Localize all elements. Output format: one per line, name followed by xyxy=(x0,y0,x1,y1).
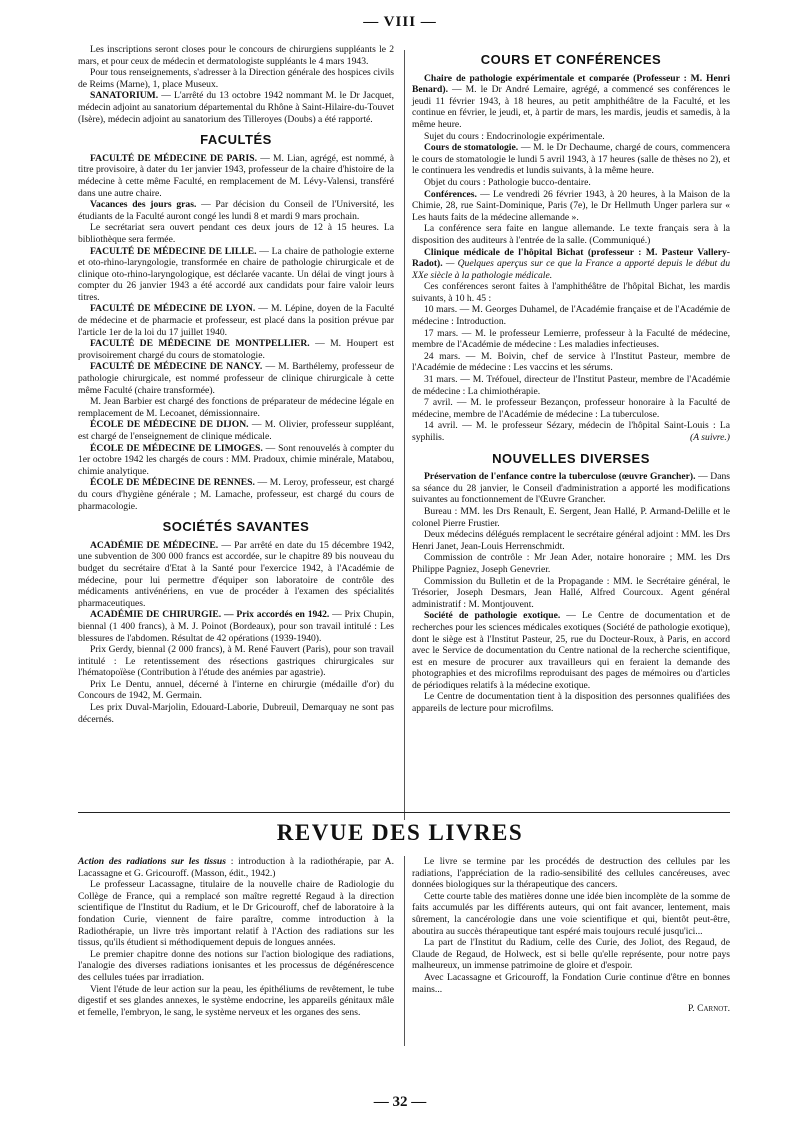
review-signature: P. Carnot. xyxy=(688,1003,730,1015)
lecture-item: 24 mars. — M. Boivin, chef de service à l'Institut Pasteur, membre de l'Académie de médecine : Les vaccins et les sérums. xyxy=(412,350,730,374)
section-title-societes: SOCIÉTÉS SAVANTES xyxy=(162,519,310,535)
lecture-item: 31 mars. — M. Tréfouel, directeur de l'Institut Pasteur, membre de l'Académie de médecine : La chimiothérapie. xyxy=(412,374,730,397)
section-title-nouvelles: NOUVELLES DIVERSES xyxy=(492,450,650,466)
paragraph: Les inscriptions seront closes pour le concours de chirurgiens suppléants le 2 mars, et pour ceux de médecin et dermatologiste suppléants le 4 mars 1943. xyxy=(78,44,394,67)
paragraph xyxy=(78,361,394,396)
item-heading: ÉCOLE DE MÉDECINE DE LIMOGES. xyxy=(90,442,263,454)
lecture-item: 10 mars. — M. Georges Duhamel, de l'Académie française et de l'Académie de médecine : Introduction. xyxy=(412,304,730,328)
lecture-item xyxy=(412,420,730,443)
paragraph: Commission du Bulletin et de la Propagande : MM. le Secrétaire général, le Trésorier, Joseph Desmars, Jean Hallé, Alfred Courcoux. Agent général administratif : M. Montjouvent. xyxy=(412,575,730,610)
paragraph: Prix Gerdy, biennal (2 000 francs), à M. René Fauvert (Paris), pour son travail intitulé : Le retentissement des résections gastriques chirurgicales sur l'hématopoïèse (Contribution à l'étude des anémies par agastrie). xyxy=(78,644,394,679)
paragraph: Ces conférences seront faites à l'amphithéâtre de l'hôpital Bichat, les mardis suivants, à 10 h. 45 : xyxy=(412,281,730,304)
book-details: : introduction à la radiothérapie, par A. Lacassagne et G. Gricouroff. (Masson, édit., 1942.) xyxy=(78,856,394,879)
paragraph xyxy=(412,73,730,131)
item-heading: Clinique médicale de l'hôpital Bichat (professeur : M. Pasteur Vallery-Radot). xyxy=(412,246,730,270)
paragraph xyxy=(78,338,394,361)
item-text: — M. Houpert est provisoirement chargé du cours de stomatologie. xyxy=(78,338,394,361)
item-heading: Cours de stomatologie. xyxy=(424,142,519,154)
page-number: — 32 — xyxy=(373,1094,427,1110)
item-heading: Conférences. xyxy=(424,188,477,200)
item-heading: FACULTÉ DE MÉDECINE DE LYON. xyxy=(90,303,256,315)
item-text: — Sont renouvelés à compter du 1er octobre 1942 les chargés de cours : MM. Pradoux, chimie minérale, Matabou, chimie analytique. xyxy=(78,442,395,477)
item-text: — M. Olivier, professeur suppléant, est chargé de l'enseignement de clinique médicale. xyxy=(78,419,394,442)
item-heading: ACADÉMIE DE MÉDECINE. xyxy=(90,539,219,551)
paragraph xyxy=(78,540,394,610)
item-heading: FACULTÉ DE MÉDECINE DE NANCY. xyxy=(90,361,263,373)
paragraph xyxy=(412,471,730,506)
paragraph: Le professeur Lacassagne, titulaire de la nouvelle chaire de Radiologie du Collège de France, qui a remplacé son maître regretté Regaud à la direction scientifique de l'Institut du Radium, et le Dr Gricouroff, chef de laboratoire à la fondation Curie, viennent de faire paraître, comme introduction à la Radiothérapie, un livre très important relatif à l'Action des radiations sur les tissus, qu'ils étudient si méthodiquement depuis de longues années. xyxy=(78,879,394,949)
paragraph: M. Jean Barbier est chargé des fonctions de préparateur de médecine légale en remplacement de M. Lecoanet, démissionnaire. xyxy=(78,396,394,419)
paragraph xyxy=(78,90,394,125)
paragraph: Commission de contrôle : Mr Jean Ader, notaire honoraire ; MM. les Drs Philippe Pagniez, Joseph Genevrier. xyxy=(412,552,730,575)
left-column xyxy=(78,44,394,725)
lecture-item: 7 avril. — M. le professeur Bezançon, professeur honoraire à la Faculté de médecine, membre de l'Académie de médecine : La tuberculose. xyxy=(412,397,730,420)
item-text: — La chaire de pathologie externe et oto-rhino-laryngologie, transformée en chaire de pathologie chirurgicale et de clinique oto-rhino-laryngologique, est déclarée vacante. Un délai de vingt jours à compter du 26 janvier 1943 a été accordé aux candidats pour faire valoir leurs titres. xyxy=(78,245,394,303)
paragraph: Deux médecins délégués remplacent le secrétaire général adjoint : MM. les Drs Henri Janet, Jean-Louis Herrenschmidt. xyxy=(412,529,730,552)
paragraph: Le Centre de documentation tient à la disposition des personnes qualifiées des appareils de lecture pour microfilms. xyxy=(412,691,730,715)
item-heading: Chaire de pathologie expérimentale et comparée (Professeur : M. Henri Benard). xyxy=(412,72,730,96)
item-heading: Société de pathologie exotique. xyxy=(424,610,561,622)
column-divider xyxy=(404,50,405,820)
paragraph xyxy=(78,303,394,338)
paragraph: Pour tous renseignements, s'adresser à la Direction générale des hospices civils de Reims (Marne), 1, place Museux. xyxy=(78,67,394,90)
paragraph: Le livre se termine par les procédés de destruction des cellules par les radiations, l'appréciation de la radio-sensibilité des cellules cancéreuses, avec données biologiques sur la thérapeutique des cancers. xyxy=(412,856,730,891)
item-text: — Quelques aperçus sur ce que la France a apporté depuis le début du XXe siècle à la pathologie médicale. xyxy=(412,258,730,281)
paragraph xyxy=(78,419,394,442)
item-text: — M. Lépine, doyen de la Faculté de médecine et de pharmacie et professeur, est placé dans la position prévue par l'article 1er de la loi du 17 juillet 1940. xyxy=(78,303,394,338)
paragraph: La part de l'Institut du Radium, celle des Curie, des Joliot, des Regaud, de Claude de Regaud, de Holweck, est si belle qu'elle représente, pour notre pays malheureux, un immense patrimoine de gloire et d'espoir. xyxy=(412,937,730,972)
right-column xyxy=(412,44,730,715)
item-text: — Prix Chupin, biennal (1 400 francs), à M. J. Poinot (Bordeaux), pour son travail intitulé : Les blessures de l'abdomen. Résultat de 42 opérations (1939-1940). xyxy=(78,609,395,644)
item-heading: ÉCOLE DE MÉDECINE DE RENNES. xyxy=(90,477,255,489)
paragraph xyxy=(78,443,394,478)
item-heading: FACULTÉ DE MÉDECINE DE MONTPELLIER. xyxy=(90,338,310,350)
lecture-item: 17 mars. — M. le professeur Lemierre, professeur à la Faculté de médecine, membre de l'Académie de médecine : Les maladies infectieuses. xyxy=(412,327,730,351)
item-heading: ACADÉMIE DE CHIRURGIE. — Prix accordés en 1942. xyxy=(90,609,330,621)
paragraph xyxy=(78,153,394,199)
paragraph xyxy=(412,189,730,224)
book-title: Action des radiations sur les tissus xyxy=(78,856,226,867)
paragraph xyxy=(412,610,730,691)
paragraph: Objet du cours : Pathologie bucco-dentaire. xyxy=(424,176,591,188)
paragraph xyxy=(78,609,394,644)
paragraph: Cette courte table des matières donne une idée bien incomplète de la somme de faits accumulés par les différents auteurs, qui ont fait avancer, lentement, mais sûrement, la cancérologie dans une voie scientifique et qui, bientôt peut-être, aboutira au succès thérapeutique tant espéré mais toujours reculé jusqu'ici... xyxy=(412,890,730,937)
paragraph: La conférence sera faite en langue allemande. Le texte français sera à la disposition des auditeurs à l'entrée de la salle. (Communiqué.) xyxy=(412,223,730,246)
lecture-text: 14 avril. — M. le professeur Sézary, médecin de l'hôpital Saint-Louis : La syphilis. xyxy=(412,420,730,443)
item-heading: FACULTÉ DE MÉDECINE DE PARIS. xyxy=(90,152,257,164)
paragraph: Le secrétariat sera ouvert pendant ces deux jours de 12 à 15 heures. La bibliothèque sera fermée. xyxy=(78,222,394,245)
paragraph xyxy=(412,247,730,282)
paragraph xyxy=(78,477,394,512)
column-divider xyxy=(404,856,405,1046)
item-heading: FACULTÉ DE MÉDECINE DE LILLE. xyxy=(90,245,257,257)
paragraph: Prix Le Dentu, annuel, décerné à l'interne en chirurgie (médaille d'or) du Concours de 1942, M. Germain. xyxy=(78,678,394,702)
section-title-revue-des-livres: REVUE DES LIVRES xyxy=(276,820,524,845)
review-left-column xyxy=(78,856,394,1018)
item-text: — M. le Dr Dechaume, chargé de cours, commencera le cours de stomatologie le lundi 5 avril 1943, à 17 heures (salle de thèses no 2), et le continuera les vendredis et lundis suivants, à la même heure. xyxy=(412,142,730,177)
paragraph: Vient l'étude de leur action sur la peau, les épithéliums de revêtement, le tube digestif et ses glandes annexes, le système endocrine, les appareils génitaux mâle et femelle, l'embryon, le sang, le système nerveux et les organes des sens. xyxy=(78,983,394,1018)
item-text: — Le Centre de documentation et de recherches pour les sciences médicales exotiques (Société de pathologie exotique), dont le siège est à l'Institut Pasteur, 25, rue du Docteur-Roux, à Paris, en accord avec le Service de documentation du Centre national de la recherche scientifique, est en mesure de procurer aux travailleurs qui en feraient la demande des photographies et des microfilms reproduisant des pages de mémoires ou d'articles de périodiques relatifs à la médecine exotique. xyxy=(412,610,730,691)
paragraph: Sujet du cours : Endocrinologie expérimentale. xyxy=(424,130,605,142)
item-heading: SANATORIUM. xyxy=(90,90,159,102)
paragraph: Les prix Duval-Marjolin, Edouard-Laborie, Dubreuil, Demarquay ne sont pas décernés. xyxy=(78,702,394,725)
paragraph: Bureau : MM. les Drs Renault, E. Sergent, Jean Hallé, P. Armand-Delille et le colonel Pierre Frustier. xyxy=(412,505,730,529)
paragraph xyxy=(412,142,730,177)
paragraph: Le premier chapitre donne des notions sur l'action biologique des radiations, l'analogie des diverses radiations ionisantes et les processus de dégénérescence des cellules tuées par irradiation. xyxy=(78,948,394,983)
item-text: — Dans sa séance du 28 janvier, le Conseil d'administration a apporté les modifications suivantes au fonctionnement de l'Œuvre Grancher. xyxy=(412,471,731,506)
book-reference xyxy=(78,856,394,879)
item-text: — M. Barthélemy, professeur de pathologie chirurgicale, est nommé professeur de clinique chirurgicale à cette même Faculté (chaire transformée). xyxy=(78,361,394,396)
section-title-cours: COURS ET CONFÉRENCES xyxy=(480,52,662,67)
item-text: — Par décision du Conseil de l'Université, les étudiants de la Faculté auront congé les lundi 8 et mardi 9 mars prochain. xyxy=(78,199,395,222)
item-text: — Par arrêté en date du 15 décembre 1942, une subvention de 300 000 francs est accordée, sur le chapitre 89 bis nouveau du budget du secrétaire d'Etat à la Santé pour l'exercice 1942, à l'Académie de médecine, pour lui permettre d'équiper son laboratoire de contrôle des médicaments antivénériens, en vue de procéder à l'examen des spécialités pharmaceutiques. xyxy=(78,539,395,609)
section-title-facultes: FACULTÉS xyxy=(200,132,272,148)
item-text: — Le vendredi 26 février 1943, à 20 heures, à la Maison de la Chimie, 28, rue Saint-Dominique, Paris (7e), le Dr Hellmuth Unger parlera sur « Les hauts faits de la médecine allemande ». xyxy=(412,188,730,223)
section-rule xyxy=(78,812,730,813)
item-text: — M. Lian, agrégé, est nommé, à titre provisoire, à dater du 1er janvier 1943, professeur de la chaire d'histoire de la médecine à cette même Faculté, en remplacement de M. Lévy-Valensi, transféré dans une autre chaire. xyxy=(78,152,394,199)
paragraph: Avec Lacassagne et Gricouroff, la Fondation Curie continue d'être en bonnes mains... xyxy=(412,971,730,995)
item-heading: ÉCOLE DE MÉDECINE DE DIJON. xyxy=(90,419,249,431)
to-be-continued: (A suivre.) xyxy=(690,432,730,443)
page-roman-numeral: — VIII — xyxy=(363,14,437,30)
paragraph xyxy=(78,246,394,304)
item-heading: Vacances des jours gras. xyxy=(90,199,197,211)
paragraph xyxy=(78,199,394,222)
review-right-column xyxy=(412,856,730,1015)
item-text: — M. le Dr André Lemaire, agrégé, a commencé ses conférences le jeudi 11 février 1943, à 18 heures, au petit amphithéâtre de la Faculté, et les continue en février, le jeudi, et, à partir de mars, les mardis, jeudis et samedis, à la même heure. xyxy=(412,84,730,130)
item-heading: Préservation de l'enfance contre la tuberculose (œuvre Grancher). xyxy=(424,471,696,483)
item-text: — M. Leroy, professeur, est chargé du cours d'hygiène générale ; M. Lamache, professeur, est chargé du cours de pharmacologie. xyxy=(78,477,394,512)
item-text: — L'arrêté du 13 octobre 1942 nommant M. le Dr Jacquet, médecin adjoint au sanatorium départemental du Rhône à Saint-Hilaire-du-Touvet (Isère), médecin adjoint au sanatorium des Tilleroyes (Doubs) a été rapporté. xyxy=(78,90,394,125)
